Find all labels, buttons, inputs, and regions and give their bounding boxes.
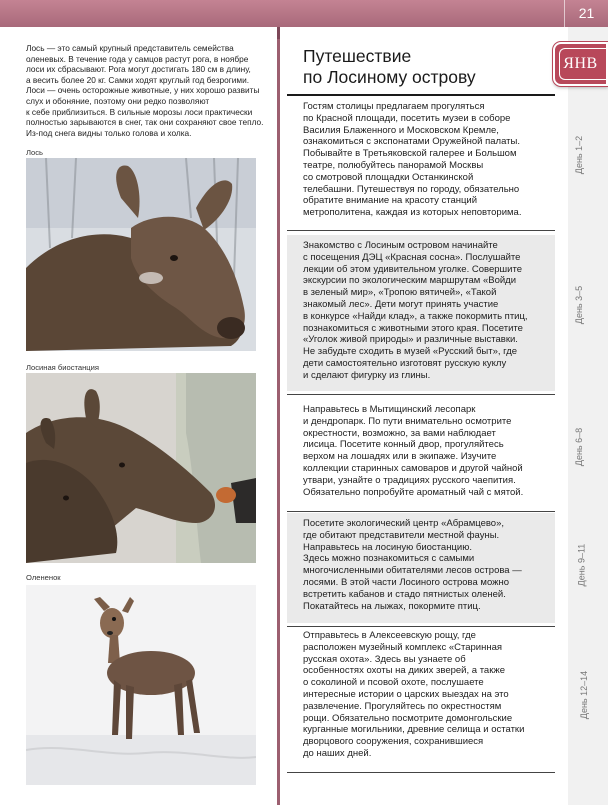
caption-station: Лосиная биостанция [26, 363, 100, 372]
text-line: познакомиться с животными этого края. Посетите [303, 322, 523, 334]
text-line: лисица. Посетите конный двор, прогуляйтесь [303, 439, 504, 451]
text-line: встретить кабанов и стадо пятнистых оленей. [303, 588, 506, 600]
block-rule [287, 394, 555, 395]
day-block-4-text [303, 518, 545, 612]
text-line: коллекции старинных самоваров и другой чайной [303, 462, 523, 474]
moose-feeding-photo [26, 373, 256, 563]
day-block-2-text [303, 240, 545, 382]
month-label: ЯНВ [563, 55, 598, 72]
text-line: русская охота». Здесь вы узнаете об [303, 653, 466, 665]
intro-line: а весить более 20 кг. Самки ходят круглый год безрогими. [26, 74, 250, 85]
day-block-3 [287, 404, 568, 510]
text-line: курганные могильники, древние селища и остатки [303, 724, 525, 736]
text-line: обратите внимание на красоту станций [303, 195, 478, 207]
page-title [303, 46, 548, 88]
text-line: ознакомиться с экспонатами Оружейной палаты. [303, 136, 520, 148]
title-line-1: Путешествие [303, 46, 412, 66]
text-line: Гостям столицы предлагаем прогуляться [303, 101, 485, 112]
text-line: Василия Блаженного и Московском Кремле, [303, 124, 499, 136]
block-rule [287, 230, 555, 231]
block-rule [287, 772, 555, 773]
text-line: Знакомство с Лосиным островом начинайте [303, 240, 498, 251]
fawn-in-snow-photo [26, 585, 256, 785]
text-line: особенностях охоты на диких зверей, а также [303, 665, 506, 677]
text-line: телебашни. Путешествуя по городу, обязательно [303, 183, 520, 195]
text-line: Не забудьте сходить в музей «Русский быт», где [303, 346, 518, 358]
text-line: со смотровой площадки Останкинской [303, 171, 474, 183]
day-block-1-text [303, 101, 545, 219]
text-line: в зеленый мир», «Тропою вятичей», «Такой [303, 287, 497, 299]
text-line: дети самостоятельно изготовят русскую куклу [303, 357, 507, 369]
text-line: Направьтесь на лосиную биостанцию. [303, 541, 472, 553]
day-label-4-text: День 9–11 [576, 543, 587, 587]
text-line: интересные истории о царских выездах на это [303, 688, 509, 700]
text-line: Здесь можно познакомиться с самыми [303, 553, 475, 565]
day-label-5-text: День 12–14 [579, 670, 590, 720]
column-divider [277, 27, 280, 805]
caption-moose: Лось [26, 148, 43, 157]
intro-line: полностью зарываются в снег, так они сохраняют свое тепло. [26, 117, 264, 128]
intro-line: к себе приблизиться. В сильные морозы лоси практически [26, 106, 253, 117]
text-line: Посетите экологический центр «Абрамцево», [303, 518, 504, 529]
top-bar [0, 0, 608, 27]
intro-line: Лось — это самый крупный представитель семейства [26, 43, 234, 53]
text-line: Покатайтесь на лыжах, покормите птиц. [303, 600, 481, 612]
day-block-3-text [303, 404, 545, 498]
day-label-3-text: День 6–8 [574, 427, 585, 467]
day-label-1 [560, 135, 594, 182]
text-line: по Красной площади, посетить музеи в соборе [303, 112, 511, 124]
title-line-2: по Лосиному острову [303, 67, 476, 87]
day-block-4 [287, 518, 568, 624]
intro-line: Из-под снега видны только голова и холка. [26, 127, 192, 138]
text-line: Направьтесь в Мытищинский лесопарк [303, 404, 476, 415]
text-line: рощи. Обязательно посмотрите домонгольские [303, 712, 513, 724]
text-line: верхом на лошадях или в экипаже. Изучите [303, 451, 497, 463]
day-block-2 [287, 240, 568, 392]
text-line: знакомый лес». Дети могут принять участие [303, 298, 499, 310]
intro-line: Лоси — очень осторожные животные, у них хорошо развиты [26, 85, 260, 96]
text-line: лосями. В этой части Лосиного острова можно [303, 576, 510, 588]
text-line: театре, полюбуйтесь панорамой Москвы [303, 159, 484, 171]
month-tab[interactable] [553, 42, 608, 86]
text-line: в конкурсе «Найди клад», а также покормить птиц, [303, 310, 528, 322]
text-line: окрестности, возможно, за вами наблюдает [303, 427, 496, 439]
text-line: лекции об этом удивительном уголке. Совершите [303, 263, 522, 275]
text-line: развлечение. Прогуляйтесь по окрестностям [303, 700, 502, 712]
text-line: и дендропарк. По пути внимательно осмотрите [303, 415, 512, 427]
text-line: Отправьтесь в Алексеевскую рощу, где [303, 630, 476, 641]
block-rule [287, 626, 555, 627]
text-line: и сделают фигурку из глины. [303, 369, 431, 381]
text-line: метрополитена, каждая из которых неповторима. [303, 207, 522, 219]
text-line: экскурсии по экологическим маршрутам «Войди [303, 275, 517, 287]
text-line: дворцового сооружения, сохранившиеся [303, 736, 484, 748]
text-line: Обязательно попробуйте ароматный чай с мятой. [303, 486, 524, 498]
text-line: о соколиной и псовой охоте, послушаете [303, 677, 484, 689]
day-label-3 [560, 427, 594, 474]
intro-line: слух и обоняние, поэтому они редко позволяют [26, 95, 210, 106]
caption-fawn: Олененок [26, 573, 61, 582]
moose-head-photo [26, 158, 256, 351]
text-line: расположен музейный комплекс «Старинная [303, 641, 503, 653]
text-line: утвари, узнайте о традициях русского чаепития. [303, 474, 516, 486]
title-rule [287, 94, 555, 96]
moose-intro [26, 43, 266, 138]
text-line: многочисленными обитателями лесов острова — [303, 565, 522, 577]
text-line: с посещения ДЭЦ «Красная сосна». Послушайте [303, 251, 521, 263]
day-label-1-text: День 1–2 [574, 135, 585, 175]
day-label-5 [560, 670, 594, 722]
intro-line: лоси их сбрасывают. Рога могут достигать 180 см в длину, [26, 64, 251, 75]
block-rule [287, 511, 555, 512]
day-label-2-text: День 3–5 [574, 285, 585, 325]
day-block-5-text [303, 630, 545, 760]
day-block-5 [287, 630, 568, 770]
intro-line: оленевых. В течение года у самцов растут рога, в ноябре [26, 53, 249, 64]
day-label-2 [560, 285, 594, 332]
text-line: «Уголок живой природы» и различные выставки. [303, 334, 518, 346]
day-block-1 [287, 101, 568, 231]
text-line: до наших дней. [303, 747, 372, 759]
text-line: где обитают представители местной фауны. [303, 529, 500, 541]
page-number: 21 [564, 0, 608, 27]
day-label-4 [560, 543, 594, 592]
column-divider-cap [277, 27, 280, 39]
text-line: Побывайте в Третьяковской галерее и Большом [303, 148, 517, 160]
